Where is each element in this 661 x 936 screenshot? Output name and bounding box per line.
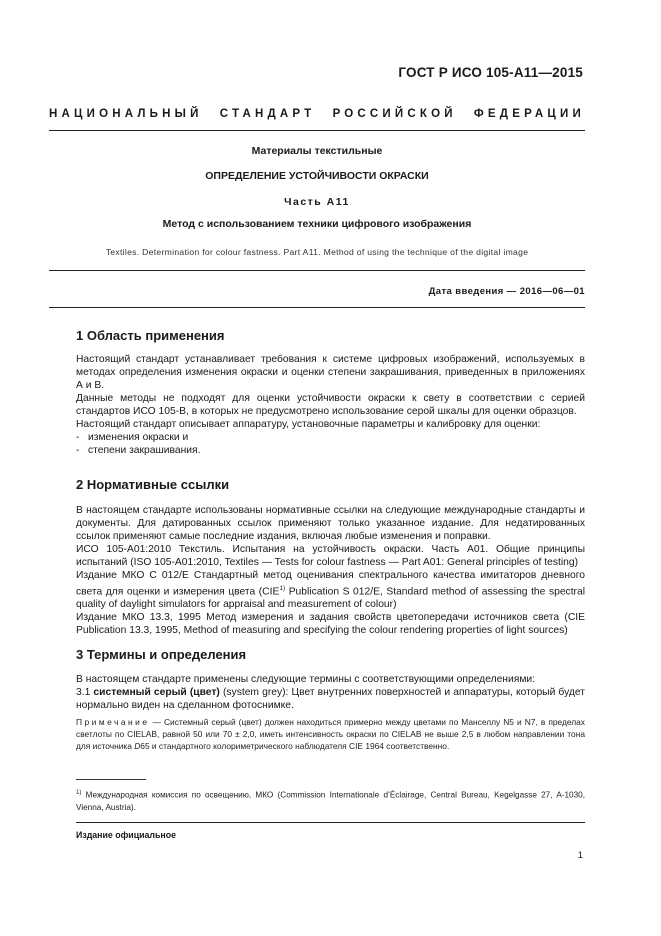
date-rule xyxy=(49,307,585,308)
note xyxy=(76,716,585,752)
text-span: Publication S 012/E, Standard method of assessing the spectral quality of daylight simulators for appraisal and measurement of colour) xyxy=(76,586,585,611)
list-text: степени закрашивания. xyxy=(88,445,201,456)
list-dash: - xyxy=(76,432,80,443)
section-1-body xyxy=(76,353,585,457)
page-number: 1 xyxy=(577,850,583,861)
title-part: Часть А11 xyxy=(284,196,350,208)
list-item xyxy=(76,431,585,444)
term-definition-text: (system grey): Цвет внутренних поверхностей и аппаратуры, который будет нормально виден на сделанном фотоснимке. xyxy=(76,687,585,711)
footnote xyxy=(76,787,585,814)
note-text: — Системный серый (цвет) должен находиться примерно между цветами по Манселлу N5 и N7, в пределах светлоты по CIELAB, равной 50 или 70 ± 2,0, иметь интенсивность окраски по CIELAB не выше 2,5 в любом направлении тона для источника xyxy=(76,717,585,751)
english-title: Textiles. Determination for colour fastness. Part A11. Method of using the technique of the digital image xyxy=(105,247,529,257)
title-line-2: ОПРЕДЕЛЕНИЕ УСТОЙЧИВОСТИ ОКРАСКИ xyxy=(205,170,429,182)
text-span: Издание МКО С 012/Е Стандартный метод оценивания спектрального качества имитаторов дневного света для оценки и измерения цвета (CIE xyxy=(76,570,585,598)
list-item xyxy=(76,444,585,457)
paragraph: Данные методы не подходят для оценки устойчивости окраски к свету в соответствии с серией стандартов ИСО 105-В, в которых не предусмотрено использование серой шкалы для оценки образцов. xyxy=(76,393,585,417)
note-text: 65 и стандартного колориметрического наблюдателя CIE 1964 соответственно. xyxy=(140,741,450,751)
title-line-1: Материалы текстильные xyxy=(251,145,383,157)
term-number: 3.1 xyxy=(76,687,91,698)
paragraph: ИСО 105-А01:2010 Текстиль. Испытания на устойчивость окраски. Часть А01. Общие принципы испытаний (ISO 105-A01:2010, Textiles — Tests for colour fastness — Part A01: General principles of testing) xyxy=(76,544,585,568)
section-2-heading: 2 Нормативные ссылки xyxy=(76,477,230,492)
paragraph: Издание МКО 13.3, 1995 Метод измерения и задания свойств цветопередачи источников света (CIE Publication 13.3, 1995, Method of measuring and specifying the colour rendering properties of light sources) xyxy=(76,612,585,637)
footnote-text: Международная комиссия по освещению, МКО (Commission Internationale d’Éclairage, Central Bureau, Kegelgasse 27, A-1030, Vienna, Austria). xyxy=(76,790,585,812)
banner-word: НАЦИОНАЛЬНЫЙ xyxy=(49,108,203,120)
document-code: ГОСТ Р ИСО 105-А11—2015 xyxy=(398,65,583,80)
footnote-ref[interactable]: 1) xyxy=(279,585,286,592)
paragraph: В настоящем стандарте использованы нормативные ссылки на следующие международные стандарты и документы. Для датированных ссылок применяют только указанное издание. Для недатированных ссылок применяют самые последние издания, включая любые изменения и поправки. xyxy=(76,505,585,542)
term-name: системный серый (цвет) xyxy=(93,687,220,698)
banner-word: ФЕДЕРАЦИИ xyxy=(473,108,585,120)
footer-rule xyxy=(76,822,585,823)
paragraph: В настоящем стандарте применены следующие термины с соответствующими определениями: xyxy=(76,674,536,685)
section-1-heading: 1 Область применения xyxy=(76,328,225,343)
section-3-body xyxy=(76,673,585,712)
title-line-4: Метод с использованием техники цифрового изображения xyxy=(162,218,472,230)
note-label: Примечание xyxy=(76,717,150,727)
title-rule xyxy=(49,270,585,271)
footnote-mark: 1) xyxy=(76,790,82,796)
note-illuminant: D xyxy=(134,741,141,751)
list-dash: - xyxy=(76,445,80,456)
list-text: изменения окраски и xyxy=(88,432,189,443)
banner-word: РОССИЙСКОЙ xyxy=(332,108,457,120)
introduction-date: Дата введения — 2016—06—01 xyxy=(428,286,585,297)
header-rule xyxy=(49,130,585,131)
national-standard-banner xyxy=(49,108,585,120)
paragraph xyxy=(76,569,585,611)
paragraph: Настоящий стандарт описывает аппаратуру, установочные параметры и калибровку для оценки: xyxy=(76,419,541,430)
paragraph: Настоящий стандарт устанавливает требования к системе цифровых изображений, используемых в методах определения изменения окраски и оценки степени закрашивания, приведенных в приложениях А и В. xyxy=(76,354,585,391)
term-definition xyxy=(76,686,585,712)
section-2-body xyxy=(76,504,585,637)
footnote-rule xyxy=(76,779,146,780)
section-3-heading: 3 Термины и определения xyxy=(76,647,247,662)
official-edition-label: Издание официальное xyxy=(76,830,176,840)
banner-word: СТАНДАРТ xyxy=(219,108,316,120)
